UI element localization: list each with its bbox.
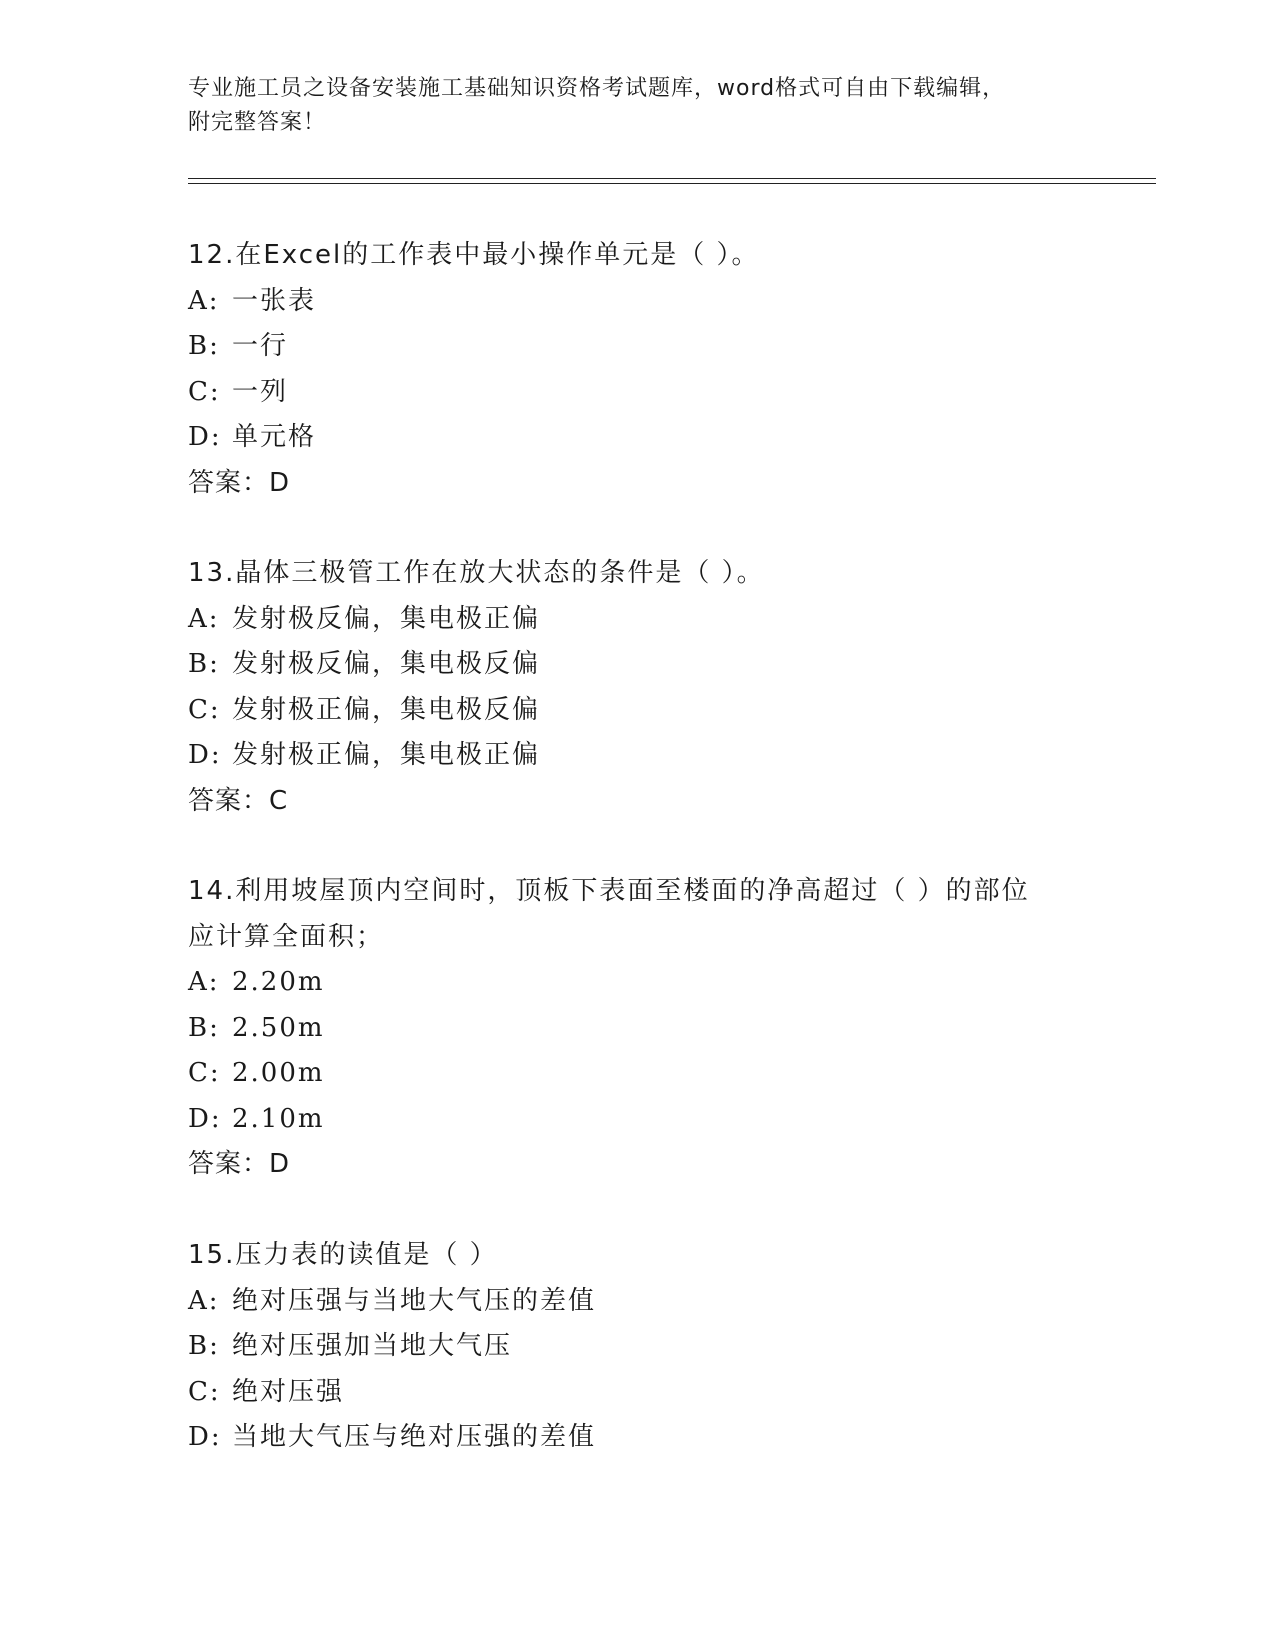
option-text: 发射极反偏，集电极正偏 [232, 603, 541, 634]
question-14 [188, 869, 1088, 1188]
option-text: 2.10m [232, 1103, 325, 1134]
option-c [188, 370, 1088, 416]
option-letter: B: [188, 649, 220, 679]
option-letter: B: [188, 1331, 220, 1361]
option-c [188, 688, 1088, 734]
option-text: 一行 [232, 331, 289, 361]
option-a [188, 1279, 1088, 1325]
option-text: 单元格 [232, 422, 317, 452]
question-stem: 14.利用坡屋顶内空间时，顶板下表面至楼面的净高超过（ ）的部位 [188, 876, 1030, 906]
option-b [188, 324, 1088, 370]
option-text: 绝对压强 [232, 1376, 345, 1407]
option-text: 绝对压强与当地大气压的差值 [232, 1285, 597, 1316]
option-text: 发射极正偏，集电极反偏 [232, 694, 541, 725]
option-a [188, 960, 1088, 1006]
option-letter: C: [188, 1058, 221, 1088]
answer-line: 答案：C [188, 785, 289, 816]
question-stem: 15.压力表的读值是（ ） [188, 1240, 498, 1270]
question-stem: 12.在Excel的工作表中最小操作单元是（ ）。 [188, 240, 760, 270]
option-a [188, 279, 1088, 325]
option-b [188, 1006, 1088, 1052]
question-stem-continued: 应计算全面积； [188, 921, 385, 952]
question-15 [188, 1233, 1088, 1461]
option-b [188, 642, 1088, 688]
option-letter: A: [188, 285, 220, 316]
option-d [188, 1097, 1088, 1143]
question-stem: 13.晶体三极管工作在放大状态的条件是（ ）。 [188, 558, 765, 588]
option-letter: C: [188, 694, 221, 725]
option-letter: D: [188, 740, 222, 770]
option-text: 发射极正偏，集电极正偏 [232, 740, 541, 770]
option-text: 当地大气压与绝对压强的差值 [232, 1422, 597, 1452]
header-line-1: 专业施工员之设备安装施工基础知识资格考试题库，word格式可自由下载编辑， [188, 76, 1006, 101]
option-c [188, 1370, 1088, 1416]
option-text: 2.20m [232, 967, 325, 997]
option-b [188, 1324, 1088, 1370]
option-letter: C: [188, 376, 221, 407]
option-d [188, 1415, 1088, 1461]
option-text: 一张表 [232, 285, 317, 316]
question-12 [188, 233, 1088, 506]
option-letter: B: [188, 331, 220, 361]
header-divider-top [188, 178, 1156, 179]
option-letter: D: [188, 1103, 222, 1134]
answer-line: 答案：D [188, 467, 291, 498]
answer-line: 答案：D [188, 1149, 291, 1179]
option-a [188, 597, 1088, 643]
option-letter: A: [188, 967, 220, 997]
option-d [188, 415, 1088, 461]
option-text: 发射极反偏，集电极反偏 [232, 649, 541, 679]
option-text: 2.50m [232, 1012, 325, 1043]
option-letter: A: [188, 603, 220, 634]
option-letter: D: [188, 422, 222, 452]
option-text: 2.00m [232, 1058, 325, 1088]
document-header [188, 72, 1088, 140]
option-c [188, 1051, 1088, 1097]
option-text: 一列 [232, 376, 289, 407]
option-letter: C: [188, 1376, 221, 1407]
header-divider-bottom [188, 183, 1156, 184]
option-d [188, 733, 1088, 779]
header-line-2: 附完整答案！ [188, 110, 327, 135]
option-letter: A: [188, 1285, 220, 1316]
option-letter: B: [188, 1012, 220, 1043]
question-13 [188, 551, 1088, 824]
option-letter: D: [188, 1422, 222, 1452]
option-text: 绝对压强加当地大气压 [232, 1331, 513, 1361]
